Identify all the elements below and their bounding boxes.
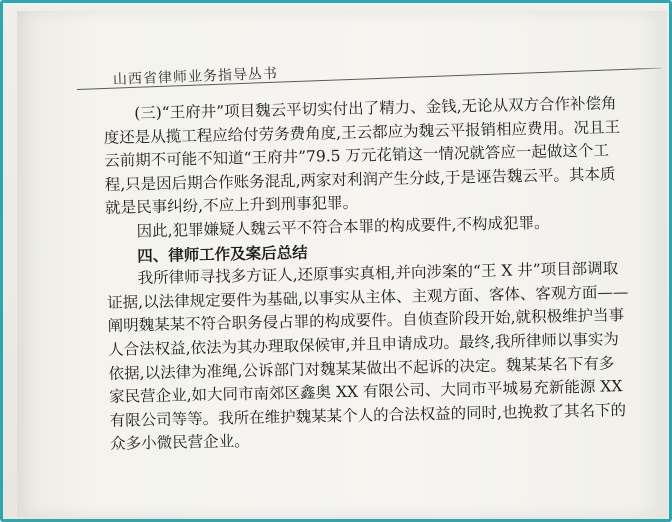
paragraph-line: 因此,犯罪嫌疑人魏云平不符合本罪的构成要件,不构成犯罪。 <box>136 213 550 241</box>
paragraph-line: 有限公司等等。我所在维护魏某某个人的合法权益的同时,也挽救了其名下的 <box>109 400 627 430</box>
running-header-title: 山西省律师业务指导丛书 <box>112 65 279 88</box>
page-edge-shadow <box>637 11 667 517</box>
paragraph-line: 我所律师寻找多方证人,还原事实真相,并向涉案的“王 X 井”项目部调取 <box>137 259 619 288</box>
book-page <box>17 11 667 517</box>
paragraph-line: 众多小微民营企业。 <box>109 432 250 454</box>
paragraph-line: 程,只是因后期合作账务混乱,两家对利润产生分歧,于是诬告魏云平。其本质 <box>104 165 616 194</box>
paragraph-line: 家民营企业,如大同市南郊区鑫奥 XX 有限公司、大同市平城易充新能源 XX <box>108 377 623 407</box>
paragraph-line: 云前期不可能不知道“王府井”79.5 万元花销这一情况就答应一起做这个工 <box>104 141 610 171</box>
paragraph-line: (三)“王府井”项目魏云平切实付出了精力、金钱,无论从双方合作补偿角 <box>134 94 617 123</box>
page-body <box>103 91 670 457</box>
paragraph-line: 阐明魏某某不符合职务侵占罪的构成要件。自侦查阶段开始,就积极维护当事 <box>107 306 625 336</box>
paragraph-line: 人合法权益,依法为其办理取保候审,并且申请成功。最终,我所律师以事实为 <box>107 330 620 359</box>
paragraph-line: 依据,以法律为准绳,公诉部门对魏某某做出不起诉的决定。魏某某名下有多 <box>108 353 615 383</box>
paragraph-line: 证据,以法律规定要件为基础,以事实从主体、主观方面、客体、客观方面—— <box>106 282 629 312</box>
paragraph-line: 就是民事纠纷,不应上升到刑事犯罪。 <box>105 194 359 218</box>
section-heading: 四、律师工作及案后总结 <box>136 242 308 265</box>
paragraph-line: 度还是从揽工程应给付劳务费角度,王云都应为魏云平报销相应费用。况且王 <box>103 117 621 147</box>
